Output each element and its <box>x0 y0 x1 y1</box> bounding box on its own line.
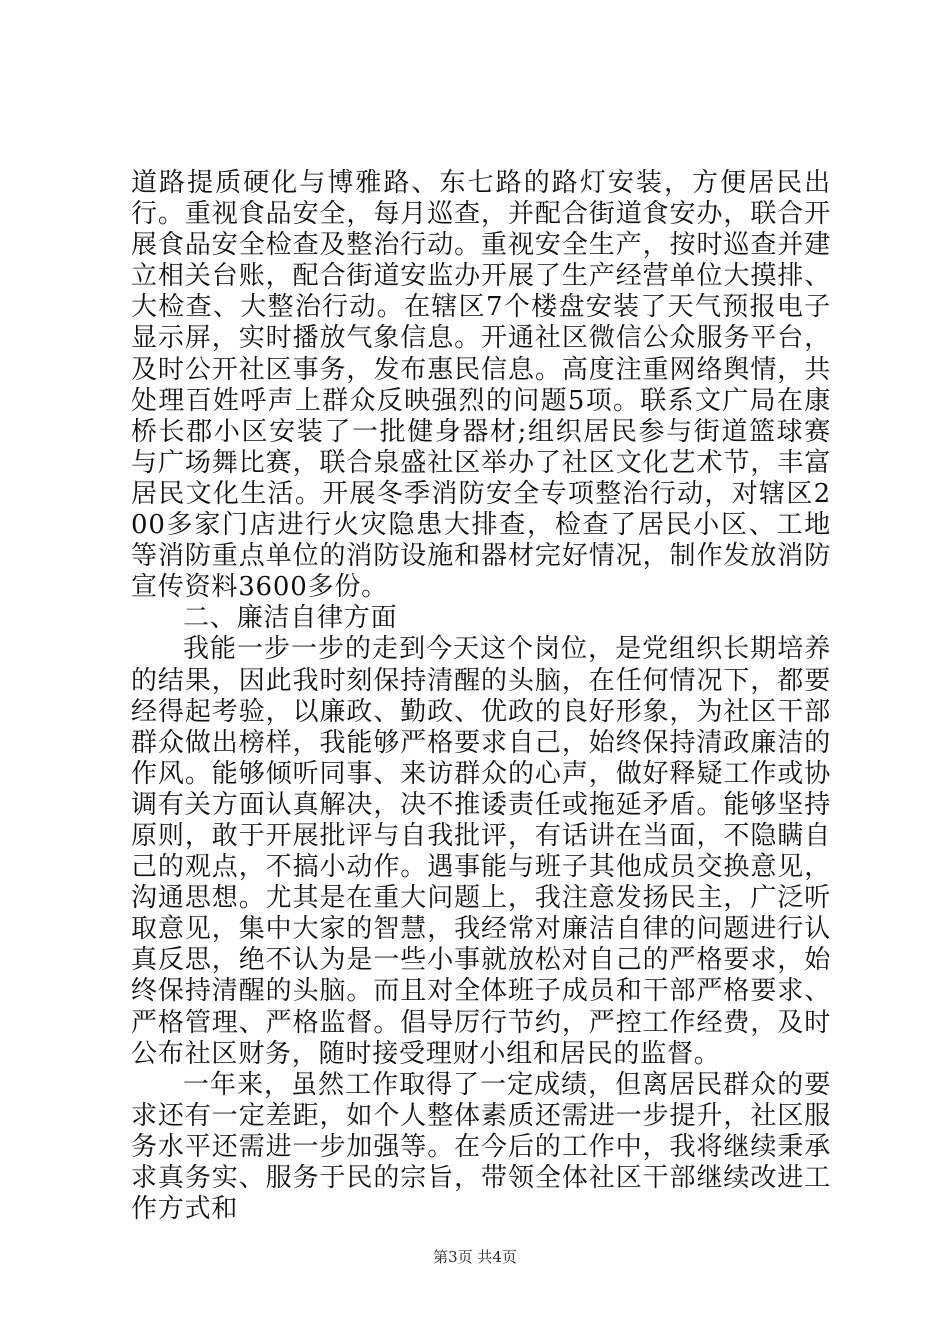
section-heading-integrity: 二、廉洁自律方面 <box>183 603 398 634</box>
paragraph-summary: 一年来，虽然工作取得了一定成绩，但离居民群众的要求还有一定差距，如个人整体素质还需进一步提升，社区服务水平还需进一步加强等。在今后的工作中，我将继续秉承求真务实、服务于民的宗旨，带领全体社区干部继续改进工作方式和 <box>131 1069 831 1225</box>
paragraph-services: 道路提质硬化与博雅路、东七路的路灯安装，方便居民出行。重视食品安全，每月巡查，并配合街道食安办，联合开展食品安全检查及整治行动。重视安全生产，按时巡查并建立相关台账，配合街道安监办开展了生产经营单位大摸排、大检查、大整治行动。在辖区7个楼盘安装了天气预报电子显示屏，实时播放气象信息。开通社区微信公众服务平台，及时公开社区事务，发布惠民信息。高度注重网络舆情，共处理百姓呼声上群众反映强烈的问题5项。联系文广局在康桥长郡小区安装了一批健身器材;组织居民参与街道篮球赛与广场舞比赛，联合泉盛社区举办了社区文化艺术节，丰富居民文化生活。开展冬季消防安全专项整治行动，对辖区200多家门店进行火灾隐患大排查，检查了居民小区、工地等消防重点单位的消防设施和器材完好情况，制作发放消防宣传资料3600多份。 <box>131 168 831 603</box>
page-footer: 第3页 共4页 <box>433 1248 517 1266</box>
paragraph-integrity: 我能一步一步的走到今天这个岗位，是党组织长期培养的结果，因此我时刻保持清醒的头脑，在任何情况下，都要经得起考验，以廉政、勤政、优政的良好形象，为社区干部群众做出榜样，我能够严格要求自己，始终保持清政廉洁的作风。能够倾听同事、来访群众的心声，做好释疑工作或协调有关方面认真解决，决不推诿责任或拖延矛盾。能够坚持原则，敢于开展批评与自我批评，有话讲在当面，不隐瞒自己的观点，不搞小动作。遇事能与班子其他成员交换意见，沟通思想。尤其是在重大问题上，我注意发扬民主，广泛听取意见，集中大家的智慧，我经常对廉洁自律的问题进行认真反思，绝不认为是一些小事就放松对自己的严格要求，始终保持清醒的头脑。而且对全体班子成员和干部严格要求、严格管理、严格监督。倡导厉行节约，严控工作经费，及时公布社区财务，随时接受理财小组和居民的监督。 <box>131 634 831 1069</box>
document-body <box>131 168 831 1225</box>
